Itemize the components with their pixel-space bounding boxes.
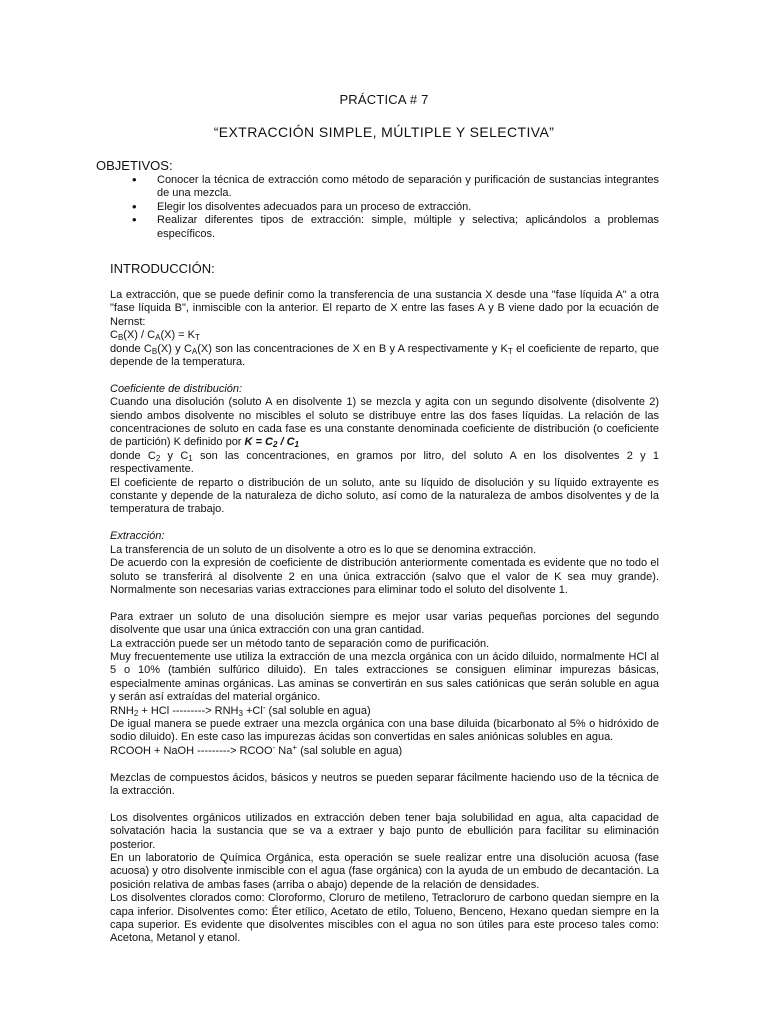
paragraph: La extracción puede ser un método tanto de separación como de purificación.: [110, 637, 490, 650]
paragraph: En un laboratorio de Química Orgánica, esta operación se suele realizar entre una disolución acuosa (fase acuosa) y otro disolvente inmiscible con el agua (fase orgánica) con la ayuda de un embudo de decantación. La posición relativa de ambas fases (arriba o abajo) depende de la relación de densidades.: [110, 851, 659, 891]
reaction-equation-acid: RCOOH + NaOH ---------> RCOO- Na+ (sal soluble en agua): [110, 742, 403, 757]
paragraph: Los disolventes clorados como: Cloroformo, Cloruro de metileno, Tetracloruro de carbono quedan siempre en la capa inferior. Disolventes como: Éter etílico, Acetato de etilo, Tolueno, Benceno, Hexano quedan siempre en la capa superior. Es evidente que disolventes miscibles con el agua no son útiles para este proceso tales como: Acetona, Metanol y etanol.: [110, 892, 659, 945]
paragraph: donde $C_B(X)$ y $C_A(X)$ son las concentraciones de X en B y A respectivamente y $K_T$ el coeficiente de reparto, que depende de la temperatura.: [110, 342, 659, 369]
objectives-heading: OBJETIVOS:: [96, 158, 173, 173]
paragraph: Cuando una disolución (soluto A en disolvente 1) se mezcla y agita con un segundo disolvente (disolvente 2) siendo ambos disolvente no miscibles el soluto se distribuye entre las dos fases líquidas. La relación de las concentraciones de soluto en cada fase es una constante denominada coeficiente de distribución (o coeficiente de partición) K definido por $K = C_2 / C_1$: [110, 396, 659, 450]
paragraph: Mezclas de compuestos ácidos, básicos y neutros se pueden separar fácilmente haciendo uso de la técnica de la extracción.: [110, 771, 659, 797]
objective-item: • Elegir los disolventes adecuados para un proceso de extracción.: [132, 201, 659, 214]
paragraph: La transferencia de un soluto de un disolvente a otro es lo que se denomina extracción.: [110, 543, 537, 556]
paragraph: De igual manera se puede extraer una mezcla orgánica con una base diluida (bicarbonato al 5% o hidróxido de sodio diluido). En este caso las impurezas ácidas son convertidas en sales aniónicas solubles en agua.: [110, 717, 659, 744]
paragraph: donde $C_2$ y $C_1$ son las concentraciones, en gramos por litro, del soluto A en los disolventes 2 y 1 respectivamente.: [110, 449, 660, 476]
reaction-equation-amine: $RNH_2$ + HCl ---------> $RNH_3 +Cl^-$ (sal soluble en agua): [110, 702, 371, 718]
introduction-body: [110, 289, 659, 946]
objectives-list: [132, 174, 659, 241]
paragraph: Para extraer un soluto de una disolución siempre es mejor usar varias pequeñas porciones del segundo disolvente que usar una única extracción con una gran cantidad.: [110, 610, 659, 637]
objective-item: • Realizar diferentes tipos de extracción: simple, múltiple y selectiva; aplicándolos a problemas específicos.: [132, 214, 659, 241]
practice-title: “EXTRACCIÓN SIMPLE, MÚLTIPLE Y SELECTIVA”: [213, 124, 555, 140]
paragraph: La extracción, que se puede definir como la transferencia de una sustancia X desde una "fase líquida A" a otra "fase líquida B", inmiscible con la anterior. El reparto de X entre las fases A y B viene dado por la ecuación de Nernst:: [110, 289, 659, 328]
section-heading-extraction: Extracción:: [110, 530, 165, 543]
section-heading-coefficient: Coeficiente de distribución:: [110, 382, 243, 395]
nernst-equation: $C_B(X) / C_A(X) = K_T$: [110, 329, 200, 343]
introduction-heading: INTRODUCCIÓN:: [110, 261, 215, 276]
paragraph: El coeficiente de reparto o distribución de un soluto, ante su líquido de disolución y su líquido extrayente es constante y depende de la naturaleza de dicho soluto, así como de la naturaleza de ambos disolventes y de la temperatura de trabajo.: [110, 476, 659, 516]
objective-item: • Conocer la técnica de extracción como método de separación y purificación de sustancias integrantes de una mezcla.: [132, 174, 659, 201]
paragraph: Los disolventes orgánicos utilizados en extracción deben tener baja solubilidad en agua, alta capacidad de solvatación hacia la sustancia que se va a extraer y bajo punto de ebullición para facilitar su eliminación posterior.: [110, 811, 659, 851]
practice-number: PRÁCTICA # 7: [339, 92, 429, 107]
paragraph: Muy frecuentemente use utiliza la extracción de una mezcla orgánica con un ácido diluido, normalmente HCl al 5 o 10% (también sulfúrico diluido). En tales extracciones se consiguen eliminar impurezas básicas, especialmente aminas orgánicas. Las aminas se convertirán en sus sales catiónicas que serán soluble en agua y serán así extraídas del material orgánico.: [110, 650, 659, 704]
paragraph: De acuerdo con la expresión de coeficiente de distribución anteriormente comentada es evidente que no todo el soluto se transferirá al disolvente 2 en una única extracción (salvo que el valor de K sea muy grande). Normalmente son necesarias varias extracciones para eliminar todo el soluto del disolvente 1.: [110, 557, 659, 596]
